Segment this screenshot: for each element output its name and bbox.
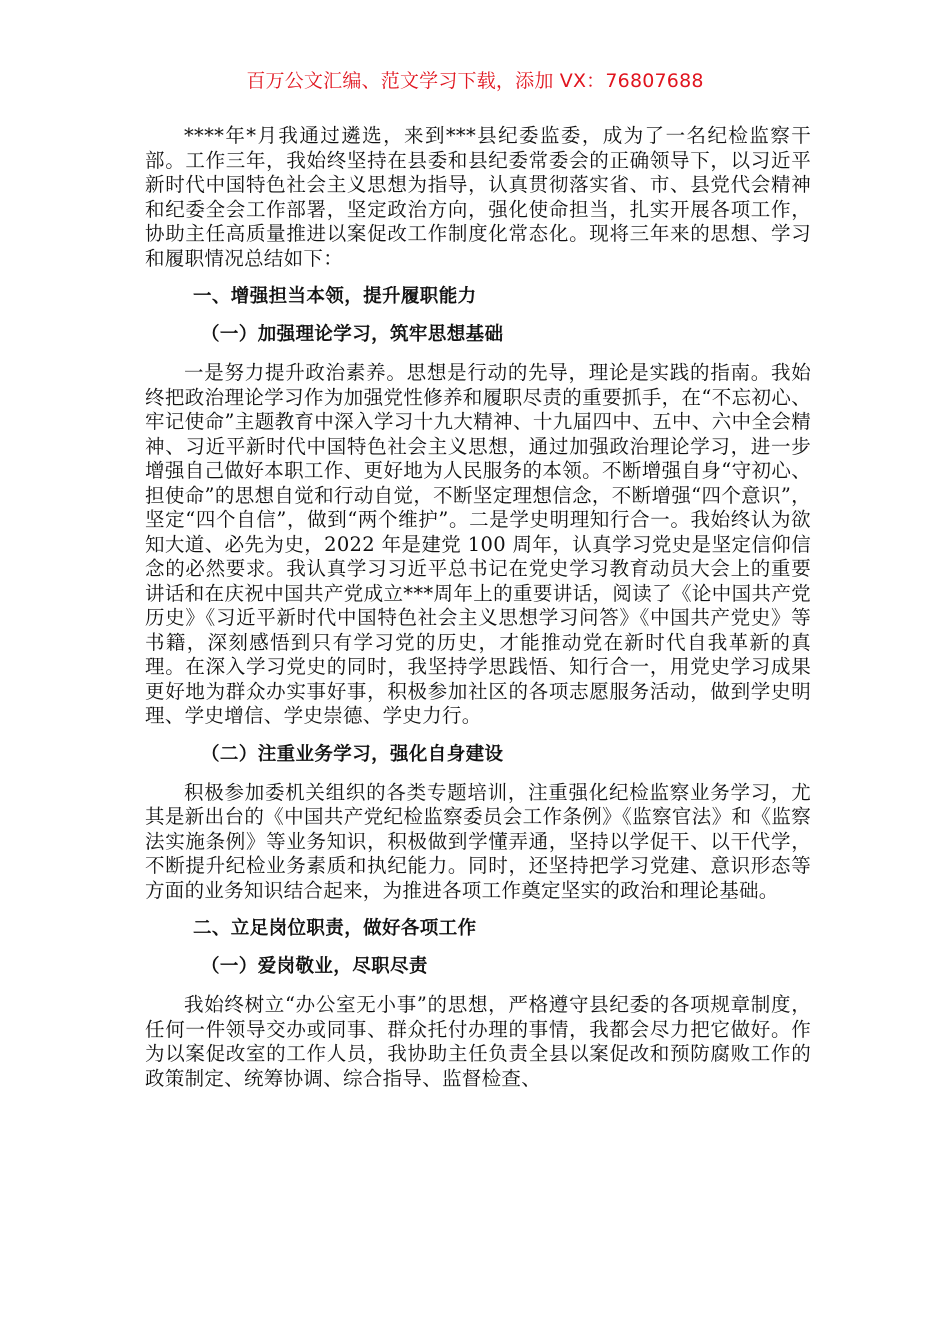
subsection-heading-2-1: （一）爱岗敬业，尽职尽责	[201, 956, 428, 977]
section-heading-2: 二、立足岗位职责，做好各项工作	[193, 918, 477, 939]
paragraph-1-2: 积极参加委机关组织的各类专题培训，注重强化纪检监察业务学习，尤其是新出台的《中国共产党纪检监察委员会工作条例》《监察官法》和《监察法实施条例》等业务知识，积极做到学懂弄通，坚持以学促干、以干代学，不断提升纪检业务素质和执纪能力。同时，还坚持把学习党建、意识形态等方面的业务知识结合起来，为推进各项工作奠定坚实的政治和理论基础。	[145, 780, 811, 902]
subsection-heading-1-1: （一）加强理论学习，筑牢思想基础	[201, 324, 504, 345]
section-heading-1: 一、增强担当本领，提升履职能力	[193, 286, 477, 307]
paragraph-2-1: 我始终树立“办公室无小事”的思想，严格遵守县纪委的各项规章制度，任何一件领导交办或同事、群众托付办理的事情，我都会尽力把它做好。作为以案促改室的工作人员，我协助主任负责全县以案促改和预防腐败工作的政策制定、统筹协调、综合指导、监督检查、	[145, 993, 811, 1090]
subsection-heading-1-2: （二）注重业务学习，强化自身建设	[201, 743, 504, 765]
watermark-header: 百万公文汇编、范文学习下载，添加 VX：76807688	[246, 70, 704, 92]
paragraph-1-1: 一是努力提升政治素养。思想是行动的先导，理论是实践的指南。我始终把政治理论学习作为加强党性修养和履职尽责的重要抓手，在“不忘初心、牢记使命”主题教育中深入学习十九大精神、十九届四中、五中、六中全会精神、习近平新时代中国特色社会主义思想，通过加强政治理论学习，进一步增强自己做好本职工作、更好地为人民服务的本领。不断增强自身“守初心、担使命”的思想自觉和行动自觉，不断坚定理想信念，不断增强“四个意识”，坚定“四个自信”，做到“两个维护”。二是学史明理知行合一。我始终认为欲知大道、必先为史，2022 年是建党 100 周年，认真学习党史是坚定信仰信念的必然要求。我认真学习习近平总书记在党史学习教育动员大会上的重要讲话和在庆祝中国共产党成立***周年上的重要讲话，阅读了《论中国共产党历史》《习近平新时代中国特色社会主义思想学习问答》《中国共产党史》等书籍，深刻感悟到只有学习党的历史，才能推动党在新时代自我革新的真理。在深入学习党史的同时，我坚持学思践悟、知行合一，用党史学习成果更好地为群众办实事好事，积极参加社区的各项志愿服务活动，做到学史明理、学史增信、学史崇德、学史力行。	[145, 361, 811, 727]
intro-paragraph: ****年*月我通过遴选，来到***县纪委监委，成为了一名纪检监察干部。工作三年，我始终坚持在县委和县纪委常委会的正确领导下，以习近平新时代中国特色社会主义思想为指导，认真贯彻落实省、市、县党代会精神和纪委全会工作部署，坚定政治方向，强化使命担当，扎实开展各项工作，协助主任高质量推进以案促改工作制度化常态化。现将三年来的思想、学习和履职情况总结如下：	[145, 124, 811, 270]
document-body	[145, 124, 811, 1105]
